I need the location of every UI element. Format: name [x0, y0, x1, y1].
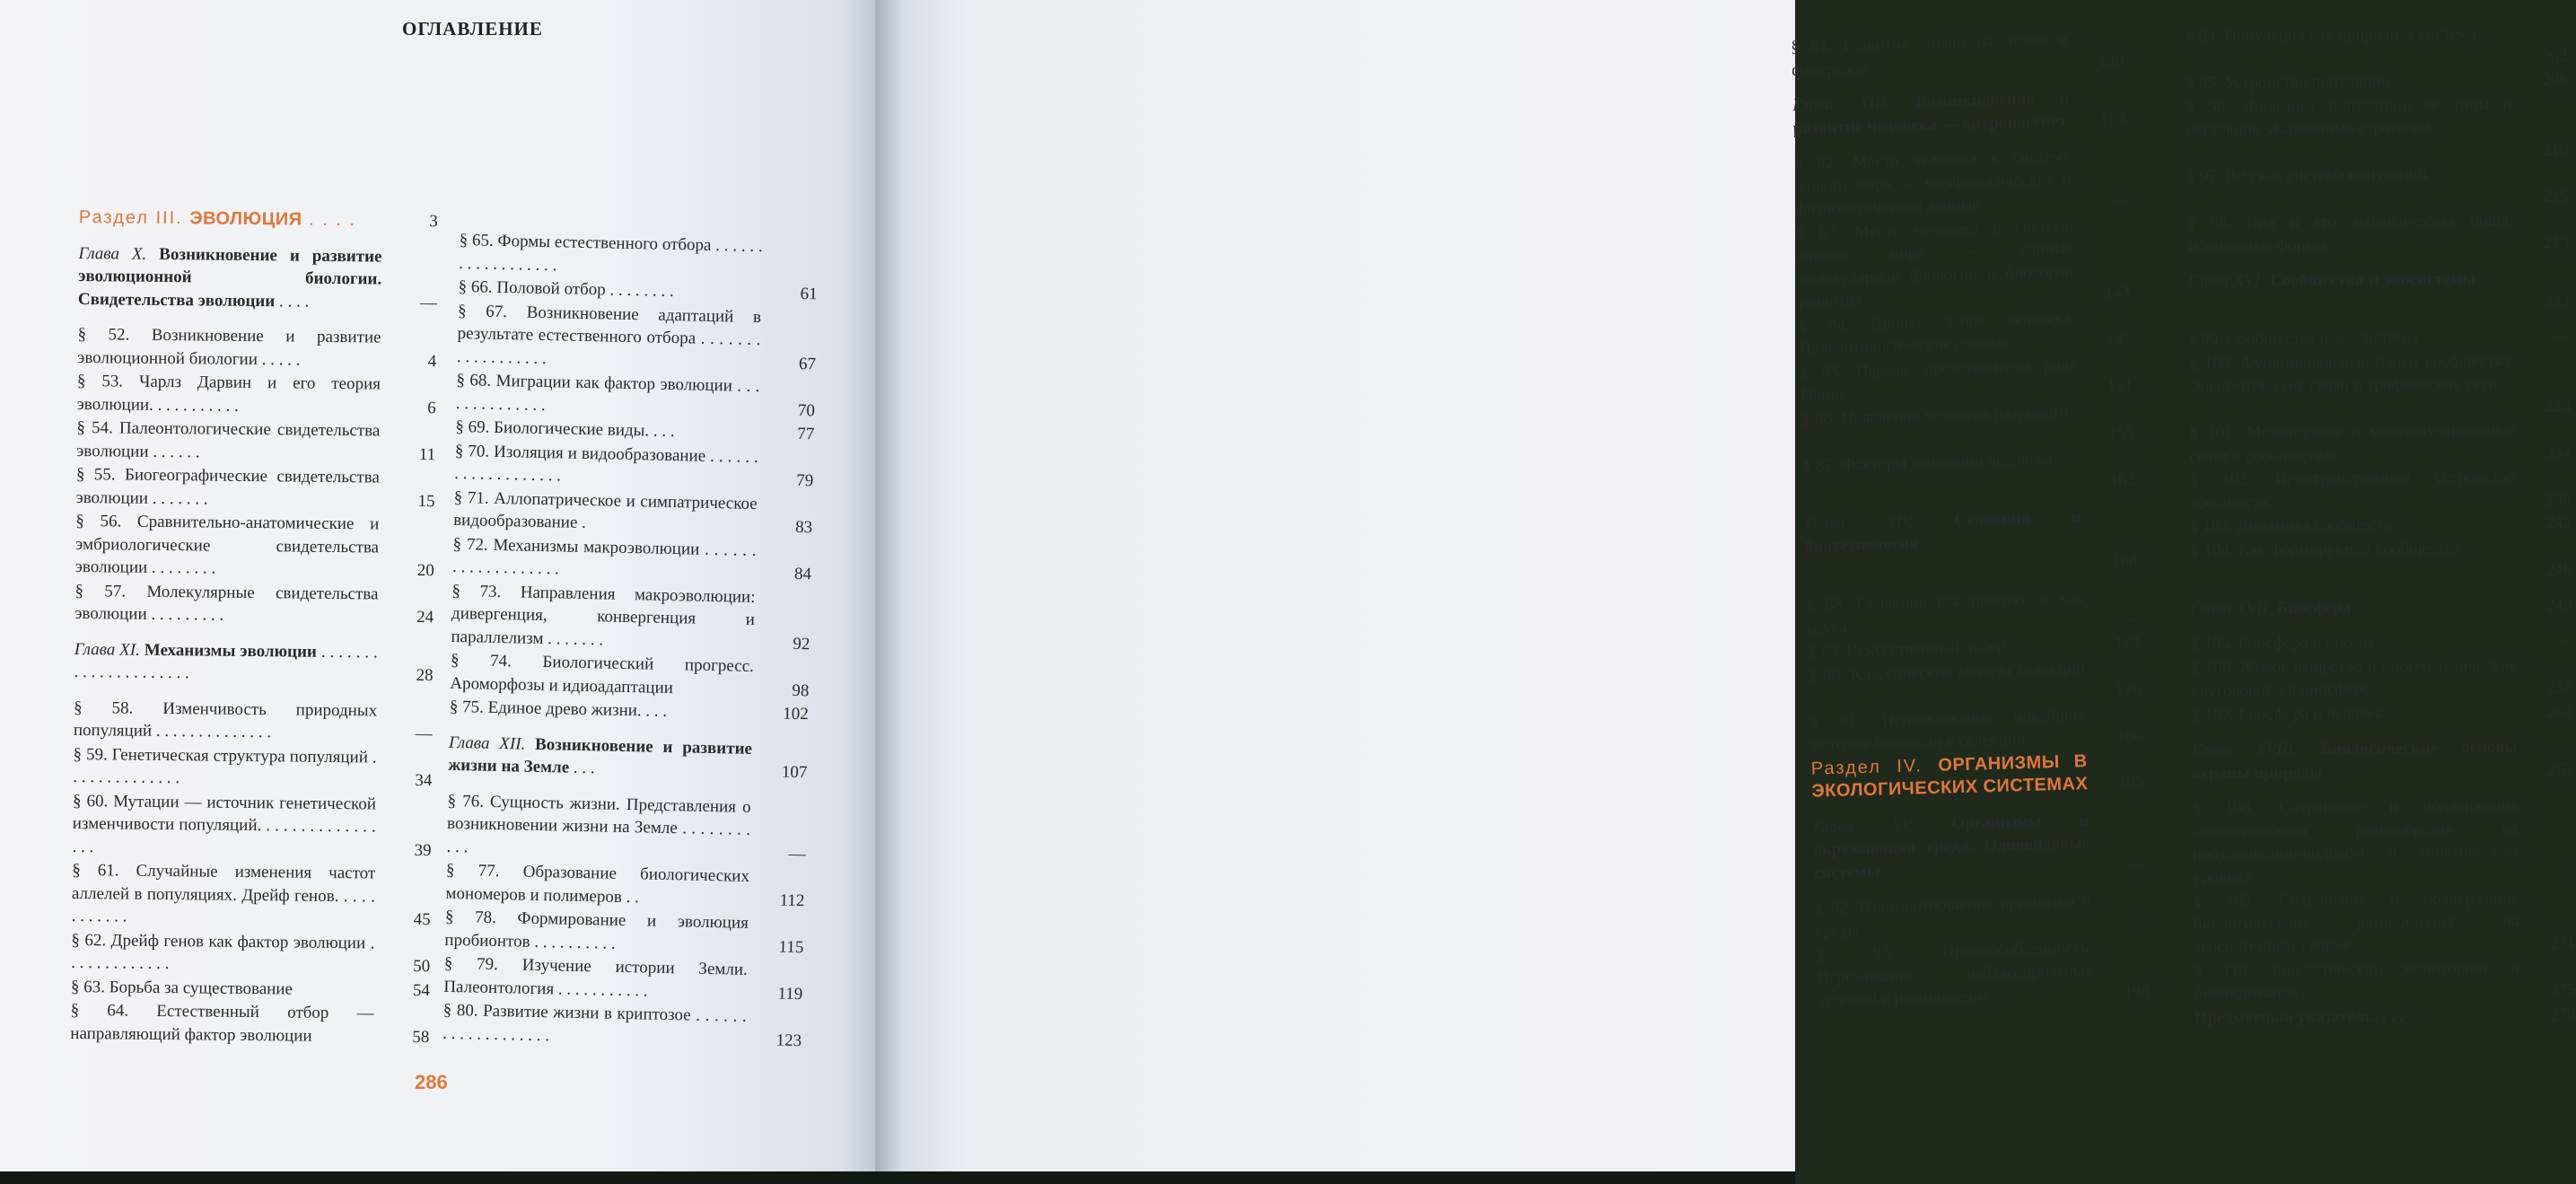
toc-item-text: § 108. Сохранение и поддержание биологического разнообразия на популяционно-видовом и генетическом уровнях . . . . . [2192, 795, 2519, 887]
toc-item-text: § 65. Формы естественного отбора . . . . . . . . . . . . . . . . . . [458, 230, 763, 275]
toc-column-1 [70, 206, 438, 1049]
toc-item [1796, 213, 2131, 313]
page-ref: 67 [798, 354, 817, 373]
toc-chapter [1804, 504, 2138, 582]
page-ref: 4 [427, 351, 437, 371]
toc-item-text: § 82. Место человека в системе живого мира — морфологические и физиологические данные [1793, 146, 2072, 219]
toc-item-text: § 90. Классические методы селекции . . . . . . . . . . . . . . . [1808, 658, 2086, 708]
toc-item-text: § 73. Направления макроэволюции: дивергенция, конвергенция и параллелизм . . . . . . . [451, 581, 756, 649]
leader-dots: . . . . . . . . . . . . . . . [1879, 858, 2009, 881]
toc-item-text: § 85. Первые представители рода Homo . . . . . . . . . . . . . . [1800, 355, 2077, 405]
page-number: 286 [415, 1071, 448, 1093]
toc-item [1800, 352, 2133, 407]
toc-item [72, 859, 432, 932]
page-ref: 186 [2116, 726, 2143, 747]
toc-item [445, 859, 805, 912]
toc-item [1791, 27, 2124, 82]
toc-chapter [2192, 735, 2573, 785]
chapter-title: Организмы и окружающая среда. Одновидовые системы [1813, 810, 2090, 883]
chapter-title: Возникновение и развитие жизни на Земле [448, 734, 753, 777]
chapter-number: Глава XII. [448, 732, 526, 754]
page-ref: 61 [800, 284, 818, 304]
page-ref: 130 [2098, 51, 2125, 71]
toc-item [2186, 162, 2568, 211]
toc-item [442, 999, 802, 1052]
toc-item-text: § 102. Пространственное устройство сообществ. . . . . . . . [2189, 467, 2516, 513]
page-ref: 219 [2543, 232, 2570, 253]
page-ref: 28 [416, 665, 434, 686]
toc-item [75, 510, 435, 583]
toc-item-text: § 60. Мутации — источник генетической изменчивости популяций. . . . . . . . . . . . . . . . . [72, 791, 377, 856]
chapter-title: Сообщества и экосистемы [2265, 269, 2476, 291]
page-title: ОГЛАВЛЕНИЕ [402, 18, 543, 39]
section-number: Раздел III. [78, 206, 183, 229]
toc-item [459, 229, 819, 282]
toc-item [2189, 418, 2571, 468]
toc-item-text: § 98. Вид и его экологическая ниша. Жизненные формы . . . [2186, 210, 2514, 256]
toc-item-text: § 80. Развитие жизни в криптозое . . . . . . . . . . . . . . . . . . . [442, 1000, 747, 1045]
toc-item-text: § 89. Искусственный отбор . . . [1807, 636, 2031, 662]
page-ref: 107 [781, 762, 808, 783]
page-ref: 151 [2107, 376, 2134, 397]
toc-item-text: § 107. Биосфера и человек . . . [2191, 703, 2410, 724]
toc-item-text: § 78. Формирование и эволюция пробионтов . . . . . . . . . . [444, 907, 749, 953]
toc-column-2 [442, 229, 819, 1053]
toc-item-text: § 99. Сообщества и экосистемы [2187, 328, 2419, 349]
toc-item-text: § 70. Изоляция и видообразование . . . . . . . . . . . . . . . . . . . [454, 441, 758, 486]
page-ref: 58 [412, 1027, 430, 1047]
toc-item-text: § 63. Борьба за существование [70, 977, 294, 999]
chapter-title: Возникновение и развитие эволюционной биологии. Свидетельства эволюции [77, 244, 382, 311]
toc-item [1794, 144, 2128, 222]
toc-item-text: § 77. Образование биологических мономеров и полимеров . . [445, 860, 750, 907]
toc-chapter [74, 637, 434, 687]
toc-item [72, 789, 432, 862]
toc-item-text: § 84. Происхождение человека. Палеонтологические данные . . [1798, 308, 2076, 358]
toc-item-text: § 69. Биологические виды. . . . [455, 417, 675, 442]
toc-item-text: § 88. Селекция как процесс и как наука . . . . . . . . . . . . . [1806, 588, 2083, 638]
toc-item [77, 323, 437, 373]
toc-item [2186, 68, 2567, 94]
toc-item [451, 579, 811, 655]
toc-chapter [78, 241, 438, 314]
left-page [0, 0, 875, 1184]
page-ref: 195 [2117, 773, 2144, 794]
page-ref: 168 [2111, 550, 2138, 571]
right-page [875, 0, 2576, 1184]
toc-item [2191, 653, 2572, 703]
page-ref: — [2128, 854, 2147, 874]
leader-dots: . . . . . . . . . . . . . . . . . . [2187, 268, 2514, 314]
section-title: ОРГАНИЗМЫ В ЭКОЛОГИЧЕСКИХ СИСТЕМАХ [1811, 750, 2089, 802]
toc-item-text: § 72. Механизмы макроэволюции . . . . . . . . . . . . . . . . . . . [451, 534, 757, 579]
toc-item-text: § 96. Динамика популяции, ее типы и регуляция. Жизненные стратегии. . . . . . . . . . . . . . [2186, 94, 2513, 162]
page-ref: — [2121, 609, 2140, 629]
page-ref: 275 [2549, 980, 2576, 1000]
page-ref: 238 [2545, 489, 2572, 510]
toc-item [2191, 629, 2572, 655]
page-ref: 242 [2545, 513, 2572, 533]
page-ref: 215 [2543, 186, 2569, 206]
toc-item-text: § 97. Вид как система популяций . . . . . . . . . . . . . . . . . . . [2186, 163, 2513, 209]
toc-chapter [448, 731, 808, 784]
page-ref: 11 [418, 444, 436, 464]
toc-item-text: § 106. Живое вещество и биогеохимические круговороты в биосфере . . . . . . . . . . . . . . [2191, 655, 2518, 700]
toc-item [73, 742, 433, 792]
page-ref: 112 [779, 890, 805, 910]
toc-item-text: § 75. Единое древо жизни. . . . [449, 697, 668, 721]
page-ref: — [788, 844, 806, 864]
toc-item-text: § 56. Сравнительно-анатомические и эмбриологические свидетельства эволюции . . . . . . . . [74, 511, 380, 578]
toc-item-text: § 74. Биологический прогресс. Ароморфозы и идиоадаптации [450, 650, 755, 697]
page-ref: 115 [778, 937, 804, 957]
toc-item [1815, 888, 2148, 943]
page-ref: 102 [783, 704, 809, 724]
toc-item-text: § 95. Устройство популяции . . [2186, 71, 2407, 92]
leader-dots: . . . . [275, 291, 310, 311]
toc-item-text: § 86. Появление человека разумного . . . . . . . . . . . . . . . . [1801, 401, 2079, 452]
page-ref: 3 [429, 212, 438, 232]
toc-index [2195, 1004, 2576, 1030]
page-ref: 123 [775, 1031, 802, 1050]
leader-dots: . . . . . [2322, 761, 2366, 782]
toc-item [2192, 700, 2573, 726]
toc-item-text: § 93. Приспособленность. Переживание неблагоприятных условий и размножение . . . . . . [1816, 938, 2094, 1011]
toc-item-text: Предметный указатель. . . . . . [2194, 1006, 2422, 1028]
toc-item-text: § 104. Как формируются сообщества . . . . . . . . . . . . . . . . [2190, 538, 2517, 583]
chapter-title: Селекция и биотехнология [1804, 506, 2081, 557]
toc-item [2193, 886, 2575, 958]
page-ref: 234 [2545, 443, 2572, 463]
leader-dots: . . . . [302, 209, 357, 231]
toc-item [1802, 445, 2135, 500]
toc-item [74, 696, 434, 745]
page-ref: 98 [792, 680, 810, 700]
toc-item-text: § 57. Молекулярные свидетельства эволюции . . . . . . . . . [74, 581, 379, 625]
toc-item-text: § 71. Аллопатрическое и симпатрическое видообразование . [452, 487, 758, 533]
toc-item-text: § 83. Место человека в системе живого мира — данные молекулярной биологии и биологии развития . . . . . . . . . . . . . [1795, 215, 2074, 311]
toc-item [1809, 702, 2142, 757]
toc-item-text: § 66. Половой отбор . . . . . . . . [458, 276, 675, 302]
toc-item-text: § 52. Возникновение и развитие эволюционной биологии . . . . . [77, 324, 381, 370]
toc-item [450, 649, 810, 702]
toc-item [76, 417, 436, 466]
toc-item [1816, 934, 2150, 1013]
page-ref: 176 [2115, 680, 2142, 700]
toc-item-text: § 58. Изменчивость природных популяций . . . . . . . . . . . . . . [73, 697, 378, 742]
page-ref: 24 [416, 607, 434, 627]
page-ref: 198 [2124, 982, 2151, 1003]
page-ref: — [2554, 631, 2573, 651]
toc-item-text: § 67. Возникновение адаптаций в результате естественного отбора . . . . . . . . . . . . . . . . . . [456, 301, 762, 368]
page-ref: 147 [2105, 329, 2132, 350]
toc-section [79, 206, 438, 233]
toc-item-text: § 54. Палеонтологические свидетельства эволюции . . . . . . [76, 417, 381, 461]
toc-item-text: § 87. Факторы эволюции человека . . . . . . . . . . . . . . . . . . [1802, 448, 2080, 498]
page-ref: 83 [794, 517, 813, 538]
toc-item-text: § 103. Динамика сообществ . . [2189, 514, 2409, 536]
page-ref: 173 [2114, 633, 2141, 653]
chapter-number: Глава XVII. [2190, 598, 2273, 618]
page-ref: 15 [417, 491, 435, 511]
page-ref: 155 [2107, 423, 2134, 443]
page-ref: 210 [2542, 139, 2569, 160]
toc-item-text: § 79. Изучение истории Земли. Палеонтология . . . . . . . . . . . [443, 953, 749, 1001]
toc-item-text: § 61. Случайные изменения частот аллелей в популяциях. Дрейф генов. . . . . . . . . . . . [71, 860, 376, 926]
toc-chapter [2187, 267, 2569, 316]
toc-item [457, 299, 818, 375]
toc-item [1799, 305, 2132, 360]
toc-item-text: § 105. Биосфера и биомы . . . . [2190, 632, 2409, 653]
chapter-number: Глава XVI. [2187, 271, 2265, 291]
leader-dots: . . . . . . . . . . . . . . . . . . . . . [74, 642, 378, 683]
chapter-number: Глава XIV. [1803, 511, 1914, 534]
toc-item [1809, 655, 2142, 710]
toc-item [2186, 92, 2569, 164]
leader-dots: . . . [568, 758, 595, 778]
toc-item [75, 463, 435, 513]
toc-item [454, 439, 814, 492]
toc-item-text: § 59. Генетическая структура популяций . . . . . . . . . . . . . . [73, 744, 377, 788]
page-ref: 79 [795, 470, 814, 491]
page-ref: 223 [2544, 291, 2570, 311]
toc-item [77, 370, 437, 419]
toc-item-text: § 55. Биогеографические свидетельства эволюции . . . . . . . [75, 464, 380, 509]
page-ref: 139 [2098, 110, 2126, 129]
toc-item [456, 369, 816, 422]
toc-chapter [1792, 85, 2125, 140]
toc-item [71, 975, 430, 1002]
toc-item-text: § 92. Взаимоотношения организма и среды . . . . . . . . . . [1814, 891, 2092, 942]
page-ref: 271 [2549, 934, 2576, 953]
toc-item [452, 532, 812, 585]
chapter-title: Механизмы эволюции [139, 640, 318, 662]
page-ref: — [2130, 912, 2149, 933]
toc-item [446, 789, 807, 865]
toc-column-3 [1791, 27, 2150, 1013]
toc-item-text: § 110. Биологический мониторинг и биоиндикация . . . . . . [2194, 958, 2520, 1003]
toc-item [2188, 349, 2571, 421]
page-ref: — [419, 293, 438, 312]
toc-item [70, 999, 430, 1048]
page-ref: 20 [416, 560, 434, 581]
page-ref: 50 [413, 956, 431, 977]
page-ref: 249 [2546, 595, 2572, 616]
chapter-number: Глава XVIII. [2191, 739, 2299, 759]
toc-item-text: § 101. Межвидовые и межпопуляционные связи в сообществах [2188, 420, 2516, 466]
toc-item [2186, 22, 2567, 71]
chapter-number: Глава X. [78, 243, 147, 264]
toc-item-text: § 91. Использование новейших методов биологии в селекции [1809, 705, 2087, 755]
toc-item-text: § 62. Дрейф генов как фактор эволюции . . . . . . . . . . . . . [71, 930, 375, 974]
page-ref: — [2552, 327, 2571, 346]
page-ref: 34 [415, 770, 433, 791]
toc-item [443, 952, 803, 1005]
toc-item [1806, 584, 2139, 639]
page-ref: 45 [413, 909, 431, 930]
page-ref: 202 [2541, 46, 2568, 66]
page-ref: 267 [2547, 759, 2574, 780]
toc-item-text: § 64. Естественный отбор — направляющий фактор эволюции [70, 1000, 374, 1046]
section-number: Раздел IV. [1810, 755, 1923, 779]
toc-item-text: § 68. Миграции как фактор эволюции . . . . . . . . . . . . . . [455, 370, 760, 415]
toc-item [71, 928, 431, 978]
leader-dots: . . . . . [2350, 597, 2394, 617]
page-ref: 119 [777, 984, 803, 1004]
toc-section [1810, 749, 2143, 803]
toc-item [2189, 465, 2571, 514]
page-ref: 278 [2550, 1004, 2576, 1024]
toc-chapter [1812, 807, 2146, 885]
toc-chapter [2191, 594, 2572, 620]
page-ref: 6 [427, 398, 436, 417]
toc-item-text: § 76. Сущность жизни. Представления о возникновении жизни на Земле . . . . . . . . . . . [446, 791, 751, 856]
page-ref: 228 [2545, 396, 2571, 417]
toc-item-text: § 100. Функциональные блоки сообщества. Энергетические связи и трофические сети . . . [2188, 351, 2515, 419]
chapter-title: Возникновение и развитие человека — антропогенез [1792, 88, 2070, 138]
page-ref: 54 [412, 980, 430, 1000]
page-ref: 206 [2541, 70, 2568, 90]
toc-item [2190, 536, 2572, 585]
toc-column-4 [2186, 22, 2576, 1031]
toc-item-text: § 109. Сохранение и поддержание биологического разнообразия на экосистемном уровне . . [2193, 888, 2519, 956]
toc-item-text: § 53. Чарлз Дарвин и его теория эволюции. . . . . . . . . . . [76, 371, 381, 416]
page-ref: — [2557, 864, 2575, 883]
toc-item [2187, 208, 2569, 258]
toc-item [2190, 512, 2572, 538]
page-ref: — [415, 724, 433, 744]
toc-item-text: § 94. Популяция как природная система . . . . . . . . . . . . . . [2186, 23, 2512, 69]
section-title: ЭВОЛЮЦИЯ [189, 208, 302, 230]
page-ref: 143 [2104, 283, 2131, 303]
toc-item [74, 579, 434, 628]
page-ref: 255 [2546, 678, 2573, 697]
toc-item [2188, 325, 2570, 351]
page-ref: 92 [793, 634, 810, 653]
toc-item-text: § 81. Развитие жизни на Земле в фанерозое . . . . . . . . . . . . . [1791, 30, 2068, 80]
toc-item [453, 486, 813, 539]
page-ref: 84 [793, 564, 812, 584]
table-surface [0, 1171, 1795, 1184]
page-ref: — [2109, 190, 2128, 211]
chapter-number: Глава XV. [1812, 815, 1914, 838]
chapter-number: Глава XI. [74, 639, 141, 660]
page-ref: 39 [414, 840, 432, 860]
page-ref: 70 [797, 400, 816, 420]
page-ref: 77 [797, 424, 815, 444]
leader-dots: . . . . . . . . . . . . . . . . . . . . . . [1805, 530, 2082, 580]
chapter-title: Биологические основы охраны природы [2192, 737, 2519, 783]
toc-item [2193, 794, 2575, 889]
toc-item [444, 906, 804, 959]
page-ref: 262 [2547, 701, 2573, 722]
chapter-title: Биосфера [2272, 597, 2352, 618]
toc-item [2194, 956, 2575, 1005]
page-ref: 246 [2545, 560, 2572, 580]
page-ref: 162 [2109, 469, 2136, 490]
toc-item [1801, 399, 2134, 453]
chapter-number: Глава XIII. [1792, 92, 1891, 115]
